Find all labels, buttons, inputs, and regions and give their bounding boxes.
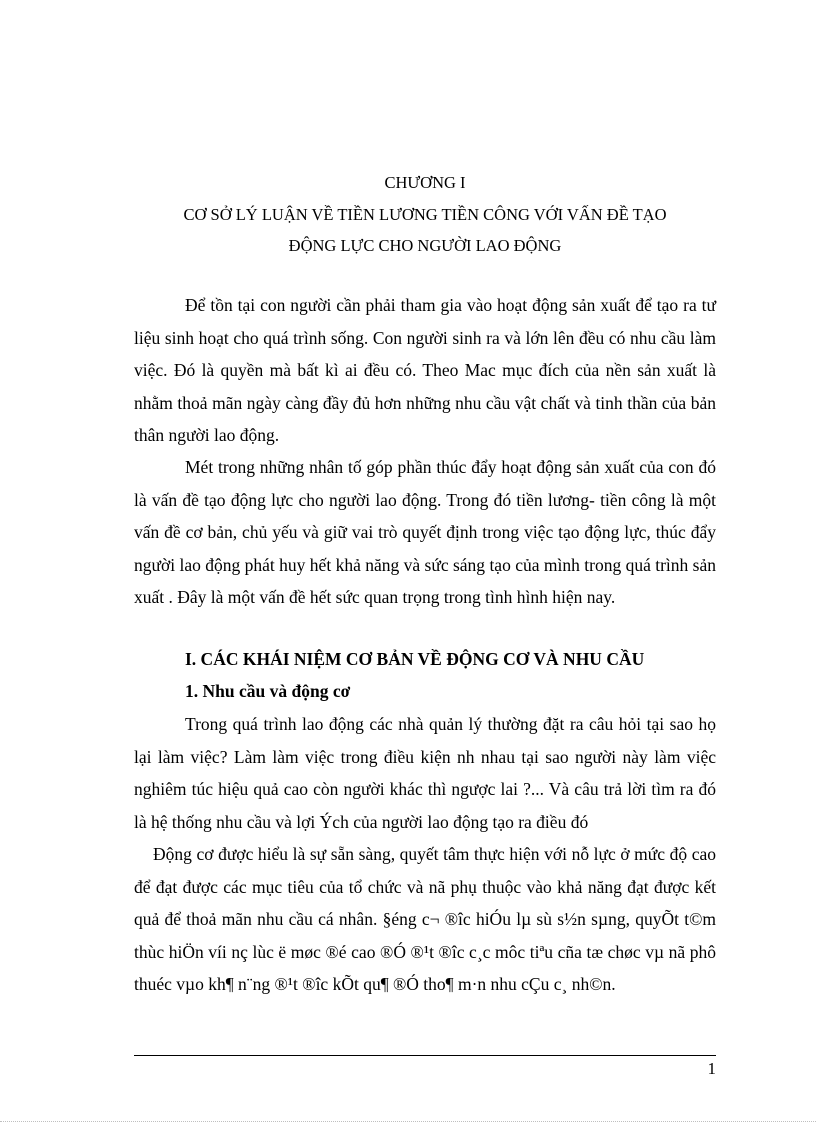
- paragraph-motivation: Mét trong những nhân tố góp phần thúc đẩy hoạt động sản xuất của con đó là vấn đề tạo động lực cho người lao động. Trong đó tiền lương- tiền công là một vấn đề cơ bản, chủ yếu và giữ vai trò quyết định trong việc tạo động lực, thúc đẩy người lao động phát huy hết khả năng và sức sáng tạo của mình trong quá trình sản xuất . Đây là một vấn đề hết sức quan trọng trong tình hình hiện nay.: [134, 457, 716, 608]
- paragraph-motive-definition: Động cơ được hiểu là sự sẵn sàng, quyết tâm thực hiện với nỗ lực ở mức độ cao để đạt được các mục tiêu của tổ chức và nã phụ thuộc vào khả năng đạt được kết quả để thoả mãn nhu cầu cá nhân. §éng c¬ ®îc hiÓu lµ sù s½n sµng, quyÕt t©m thùc hiÖn víi nç lùc ë møc ®é cao ®Ó ®¹t ®îc c¸c môc tiªu cña tæ chøc vµ nã phô thuéc vµo kh¶ n¨ng ®¹t ®îc kÕt qu¶ ®Ó tho¶ m·n nhu cÇu c¸ nh©n.: [134, 844, 716, 995]
- footer-divider: [134, 1055, 716, 1056]
- section-heading: I. CÁC KHÁI NIỆM CƠ BẢN VỀ ĐỘNG CƠ VÀ NHU CẦU: [185, 649, 645, 669]
- chapter-title-line-1: CƠ SỞ LÝ LUẬN VỀ TIỀN LƯƠNG TIỀN CÔNG VỚI VẤN ĐỀ TẠO: [183, 205, 667, 224]
- page-edge-divider: [0, 1121, 816, 1122]
- paragraph-needs: Trong quá trình lao động các nhà quản lý thường đặt ra câu hỏi tại sao họ lại làm việc? Làm làm việc trong điều kiện nh nhau tại sao người này làm việc nghiêm túc hiệu quả cao còn người khác thì ngược lai ?... Và câu trả lời tìm ra đó là hệ thống nhu cầu và lợi Ých của người lao động tạo ra điều đó: [134, 714, 716, 832]
- subsection-heading: 1. Nhu cầu và động cơ: [185, 681, 351, 701]
- paragraph-intro: Để tồn tại con người cần phải tham gia vào hoạt động sản xuất để tạo ra tư liệu sinh hoạt cho quá trình sống. Con người sinh ra và lớn lên đều có nhu cầu làm việc. Đó là quyền mà bất kì ai đều có. Theo Mac mục đích của nền sản xuất là nhằm thoả mãn ngày càng đầy đủ hơn những nhu cầu vật chất và tinh thần của bản thân người lao động.: [134, 295, 716, 446]
- chapter-title-line-2: ĐỘNG LỰC CHO NGƯỜI LAO ĐỘNG: [288, 236, 562, 255]
- chapter-label: CHƯƠNG I: [384, 173, 466, 192]
- page-number: 1: [707, 1059, 716, 1078]
